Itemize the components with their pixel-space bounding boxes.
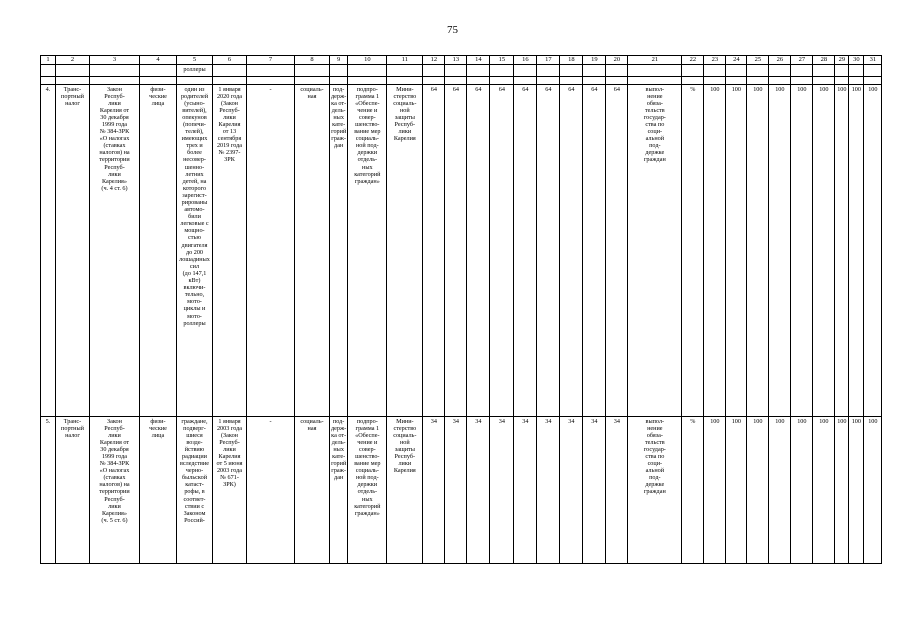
end-date: - xyxy=(247,85,295,417)
unit: % xyxy=(682,417,704,564)
col-header: 24 xyxy=(726,56,747,65)
spacer-row xyxy=(41,77,882,85)
cell xyxy=(247,65,295,77)
percent-cell: 100 xyxy=(791,85,813,417)
cell xyxy=(90,65,140,77)
tax-expenditure-table xyxy=(40,55,882,564)
subprogram: подпро- грамма 1 «Обеспе- чение и совер- шенство- вание мер социаль- ной под- держки отдель- ных категорий граждан» xyxy=(348,85,387,417)
col-header: 10 xyxy=(348,56,387,65)
indicator: выпол- нение обяза- тельств государ- ства по соци- альной под- держке граждан xyxy=(628,85,682,417)
curator: Мини- стерство социаль- ной защиты Респуб- лики Карелия xyxy=(387,417,423,564)
percent-cell: 100 xyxy=(849,85,864,417)
tax-name: Транс- портный налог xyxy=(56,85,90,417)
col-header: 7 xyxy=(247,56,295,65)
col-header: 9 xyxy=(330,56,348,65)
value-cell: 34 xyxy=(467,417,490,564)
goal: под- держ- ка от- дель- ных кате- горий граж- дан xyxy=(330,85,348,417)
cell xyxy=(747,65,769,77)
percent-cell: 100 xyxy=(726,85,747,417)
col-header: 14 xyxy=(467,56,490,65)
row-number: 5. xyxy=(41,417,56,564)
value-cell: 34 xyxy=(445,417,467,564)
col-header: 20 xyxy=(606,56,628,65)
col-header: 26 xyxy=(769,56,791,65)
value-cell: 64 xyxy=(606,85,628,417)
percent-cell: 100 xyxy=(835,85,849,417)
percent-cell: 100 xyxy=(835,417,849,564)
value-cell: 34 xyxy=(537,417,560,564)
cell xyxy=(213,65,247,77)
value-cell: 64 xyxy=(445,85,467,417)
legal-act: Закон Респуб- лики Карелия от 30 декабря 1999 года № 384-ЗРК «О налогах (ставках налогов) на территории Респуб- лики Карелия» (ч. 4 ст. 6) xyxy=(90,85,140,417)
page-number: 75 xyxy=(447,24,458,36)
cell xyxy=(628,65,682,77)
cell xyxy=(330,65,348,77)
effective-date: 1 января 2020 года (Закон Респуб- лики Карелия от 13 сентября 2019 года № 2397- ЗРК xyxy=(213,85,247,417)
value-cell: 64 xyxy=(514,85,537,417)
col-header: 22 xyxy=(682,56,704,65)
col-header: 13 xyxy=(445,56,467,65)
subprogram: подпро- грамма 1 «Обеспе- чение и совер- шенство- вание мер социаль- ной под- держки отдель- ных категорий граждан» xyxy=(348,417,387,564)
percent-cell: 100 xyxy=(747,417,769,564)
cell xyxy=(726,65,747,77)
continuation-text: роллеры xyxy=(177,65,213,77)
col-header: 16 xyxy=(514,56,537,65)
taxpayer-category: физи- ческие лица xyxy=(140,417,177,564)
col-header: 29 xyxy=(835,56,849,65)
cell xyxy=(295,65,330,77)
continuation-row xyxy=(41,65,882,77)
cell xyxy=(56,65,90,77)
cell xyxy=(467,65,490,77)
col-header: 15 xyxy=(490,56,514,65)
curator: Мини- стерство социаль- ной защиты Респуб- лики Карелия xyxy=(387,85,423,417)
expenditure-type: социаль- ная xyxy=(295,85,330,417)
value-cell: 34 xyxy=(606,417,628,564)
col-header: 1 xyxy=(41,56,56,65)
cell xyxy=(490,65,514,77)
cell xyxy=(682,65,704,77)
value-cell: 34 xyxy=(490,417,514,564)
column-number-row xyxy=(41,56,882,65)
cell xyxy=(387,65,423,77)
cell xyxy=(835,65,849,77)
cell xyxy=(704,65,726,77)
value-cell: 64 xyxy=(490,85,514,417)
col-header: 8 xyxy=(295,56,330,65)
percent-cell: 100 xyxy=(791,417,813,564)
cell xyxy=(606,65,628,77)
beneficiaries: граждане, подверг- шиеся возде- йствию радиации вследствие черно- быльской катаст- рофы, в соответ- ствии с Законом Россий- xyxy=(177,417,213,564)
cell xyxy=(445,65,467,77)
col-header: 3 xyxy=(90,56,140,65)
taxpayer-category: физи- ческие лица xyxy=(140,85,177,417)
col-header: 6 xyxy=(213,56,247,65)
expenditure-type: социаль- ная xyxy=(295,417,330,564)
value-cell: 34 xyxy=(423,417,445,564)
col-header: 11 xyxy=(387,56,423,65)
percent-cell: 100 xyxy=(813,85,835,417)
col-header: 17 xyxy=(537,56,560,65)
cell xyxy=(769,65,791,77)
value-cell: 64 xyxy=(537,85,560,417)
value-cell: 64 xyxy=(560,85,583,417)
effective-date: 1 января 2003 года (Закон Респуб- лики Карелия от 5 июня 2003 года № 671- ЗРК) xyxy=(213,417,247,564)
value-cell: 64 xyxy=(583,85,606,417)
cell xyxy=(140,65,177,77)
col-header: 2 xyxy=(56,56,90,65)
col-header: 19 xyxy=(583,56,606,65)
cell xyxy=(514,65,537,77)
percent-cell: 100 xyxy=(849,417,864,564)
cell xyxy=(537,65,560,77)
col-header: 12 xyxy=(423,56,445,65)
percent-cell: 100 xyxy=(704,85,726,417)
cell xyxy=(348,65,387,77)
percent-cell: 100 xyxy=(769,85,791,417)
cell xyxy=(813,65,835,77)
percent-cell: 100 xyxy=(747,85,769,417)
col-header: 5 xyxy=(177,56,213,65)
cell xyxy=(423,65,445,77)
value-cell: 64 xyxy=(467,85,490,417)
col-header: 27 xyxy=(791,56,813,65)
end-date: - xyxy=(247,417,295,564)
cell xyxy=(791,65,813,77)
col-header: 28 xyxy=(813,56,835,65)
col-header: 4 xyxy=(140,56,177,65)
col-header: 31 xyxy=(864,56,882,65)
percent-cell: 100 xyxy=(726,417,747,564)
legal-act: Закон Респуб- лики Карелия от 30 декабря 1999 года № 384-ЗРК «О налогах (ставках налогов) на территории Респуб- лики Карелия» (ч. 5 ст. 6) xyxy=(90,417,140,564)
value-cell: 34 xyxy=(514,417,537,564)
table-row xyxy=(41,417,882,564)
cell xyxy=(41,65,56,77)
percent-cell: 100 xyxy=(769,417,791,564)
value-cell: 64 xyxy=(423,85,445,417)
percent-cell: 100 xyxy=(704,417,726,564)
beneficiaries: один из родителей (усыно- вителей), опекунов (попечи- телей), имеющих трех и более несовер- шенно- летних детей, на которого зарегист- рированы автомо- били легковые с мощно- стью двигателя до 200 лошадиных сил (до 147,1 кВт) включи- тельно, мото- циклы и мото- роллеры xyxy=(177,85,213,417)
col-header: 21 xyxy=(628,56,682,65)
tax-name: Транс- портный налог xyxy=(56,417,90,564)
value-cell: 34 xyxy=(560,417,583,564)
col-header: 18 xyxy=(560,56,583,65)
percent-cell: 100 xyxy=(813,417,835,564)
cell xyxy=(583,65,606,77)
cell xyxy=(864,65,882,77)
unit: % xyxy=(682,85,704,417)
percent-cell: 100 xyxy=(864,85,882,417)
table-row xyxy=(41,85,882,417)
percent-cell: 100 xyxy=(864,417,882,564)
cell xyxy=(849,65,864,77)
value-cell: 34 xyxy=(583,417,606,564)
indicator: выпол- нение обяза- тельств государ- ства по соци- альной под- держке граждан xyxy=(628,417,682,564)
col-header: 23 xyxy=(704,56,726,65)
goal: под- держ- ка от- дель- ных кате- горий граж- дан xyxy=(330,417,348,564)
col-header: 30 xyxy=(849,56,864,65)
row-number: 4. xyxy=(41,85,56,417)
col-header: 25 xyxy=(747,56,769,65)
cell xyxy=(560,65,583,77)
